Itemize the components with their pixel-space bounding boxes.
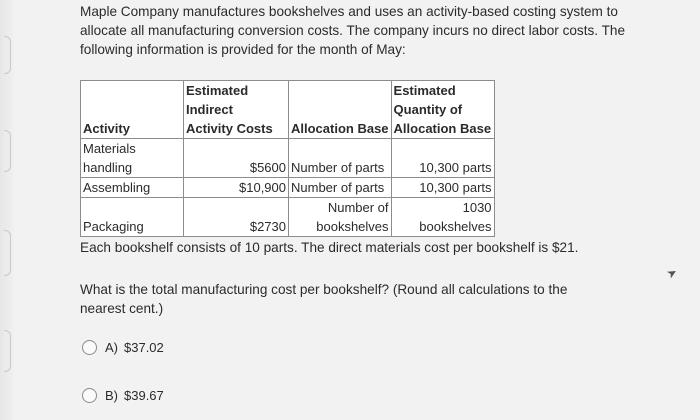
option-letter: A): [105, 340, 118, 355]
problem-intro: Maple Company manufactures bookshelves and uses an activity-based costing system to allocate all manufacturing conversion costs. The company incurs no direct labor costs. The following information is provided for the month of May:: [80, 4, 626, 57]
radio-button-icon[interactable]: [82, 340, 97, 355]
question-text: What is the total manufacturing cost per bookshelf? (Round all calculations to the nearest cent.): [80, 282, 568, 316]
header-estimated-quantity: Estimated Quantity of Allocation Base: [391, 81, 494, 139]
activity-cost-table: [80, 80, 495, 237]
option-value: $39.67: [124, 388, 164, 403]
row-base: Number of parts: [289, 139, 392, 178]
row-activity: Materials handling: [81, 139, 184, 178]
row-quantity: 1030 bookshelves: [391, 198, 494, 237]
table-row: [81, 178, 495, 198]
option-value: $37.02: [124, 340, 164, 355]
row-cost: $2730: [184, 198, 289, 237]
row-cost: $10,900: [184, 178, 289, 198]
page-left-edge: [0, 0, 14, 420]
row-base: Number of parts: [289, 178, 392, 198]
header-activity: Activity: [81, 81, 184, 139]
row-cost: $5600: [184, 139, 289, 178]
option-letter: B): [105, 388, 118, 403]
row-quantity: 10,300 parts: [391, 139, 494, 178]
row-activity: Packaging: [81, 198, 184, 237]
mouse-cursor-icon: ➤: [664, 264, 680, 282]
row-base: Number of bookshelves: [289, 198, 392, 237]
table-row: [81, 139, 495, 178]
table-header-row: [81, 81, 495, 139]
row-quantity: 10,300 parts: [391, 178, 494, 198]
option-a[interactable]: [82, 340, 164, 355]
row-activity: Assembling: [81, 178, 184, 198]
parts-note: Each bookshelf consists of 10 parts. The direct materials cost per bookshelf is $21.: [80, 240, 579, 255]
header-allocation-base: Allocation Base: [289, 81, 392, 139]
table-row: [81, 198, 495, 237]
header-estimated-cost: Estimated Indirect Activity Costs: [184, 81, 289, 139]
option-b[interactable]: [82, 388, 164, 403]
radio-button-icon[interactable]: [82, 388, 97, 403]
